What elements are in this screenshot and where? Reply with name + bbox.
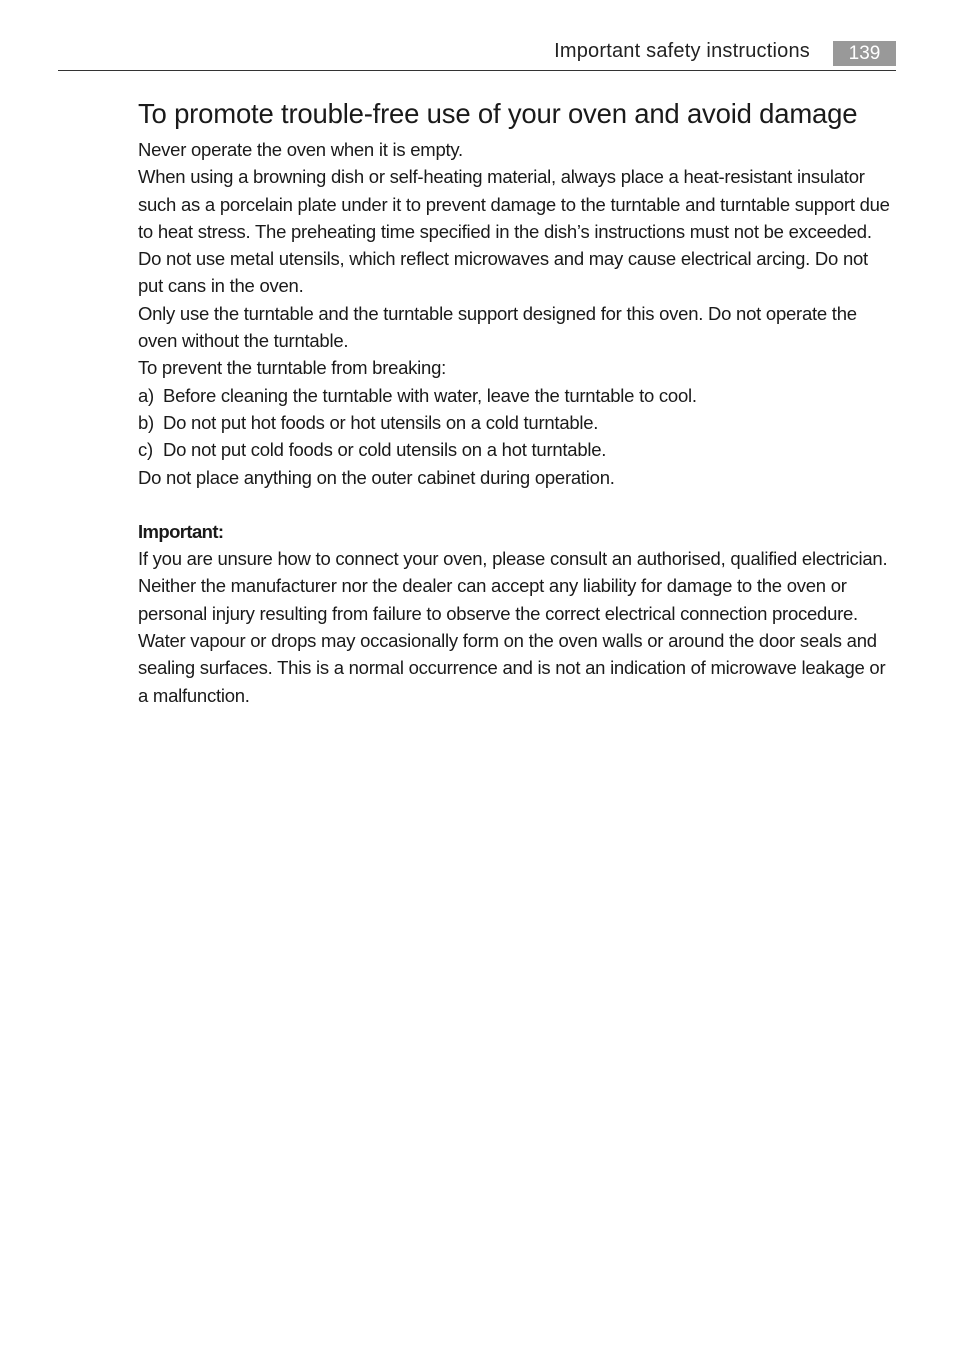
section-title: To promote trouble-free use of your oven and avoid damage xyxy=(138,98,858,129)
paragraph: Only use the turntable and the turntable support designed for this oven. Do not operate the oven without the turntable. xyxy=(138,302,857,352)
paragraph: When using a browning dish or self-heating material, always place a heat-resistant insulator such as a porcelain plate under it to prevent damage to the turntable and turntable support due to heat stress. The preheating time specified in the dish’s instructions must not be exceeded. xyxy=(138,166,890,242)
important-label: Important: xyxy=(138,520,224,542)
list-item xyxy=(138,436,894,463)
list-item-text: Do not put cold foods or cold utensils on a hot turntable. xyxy=(163,439,607,461)
list-marker: b) xyxy=(138,411,154,433)
paragraph: To prevent the turntable from breaking: xyxy=(138,357,447,379)
list-marker: a) xyxy=(138,384,154,406)
list-item xyxy=(138,382,894,409)
paragraph: If you are unsure how to connect your oven, please consult an authorised, qualified electrician. xyxy=(138,548,888,570)
list-item-text: Do not put hot foods or hot utensils on a cold turntable. xyxy=(163,411,599,433)
paragraph: Do not use metal utensils, which reflect microwaves and may cause electrical arcing. Do not put cans in the oven. xyxy=(138,248,868,297)
list-item-text: Before cleaning the turntable with water, leave the turntable to cool. xyxy=(163,384,697,406)
spacer xyxy=(138,491,894,518)
paragraph: Neither the manufacturer nor the dealer can accept any liability for damage to the oven or personal injury resulting from failure to observe the correct electrical connection procedure. xyxy=(138,575,858,624)
paragraph: Do not place anything on the outer cabinet during operation. xyxy=(138,466,615,488)
page-header xyxy=(58,36,896,71)
list-item xyxy=(138,409,894,436)
list-marker: c) xyxy=(138,439,153,461)
header-title: Important safety instructions xyxy=(554,40,810,62)
paragraph: Water vapour or drops may occasionally form on the oven walls or around the door seals and sealing surfaces. This is a normal occurrence and is not an indication of microwave leakage or a malfunction. xyxy=(138,630,886,706)
paragraph: Never operate the oven when it is empty. xyxy=(138,139,463,160)
page-number: 139 xyxy=(833,41,896,66)
main-content xyxy=(138,96,894,709)
